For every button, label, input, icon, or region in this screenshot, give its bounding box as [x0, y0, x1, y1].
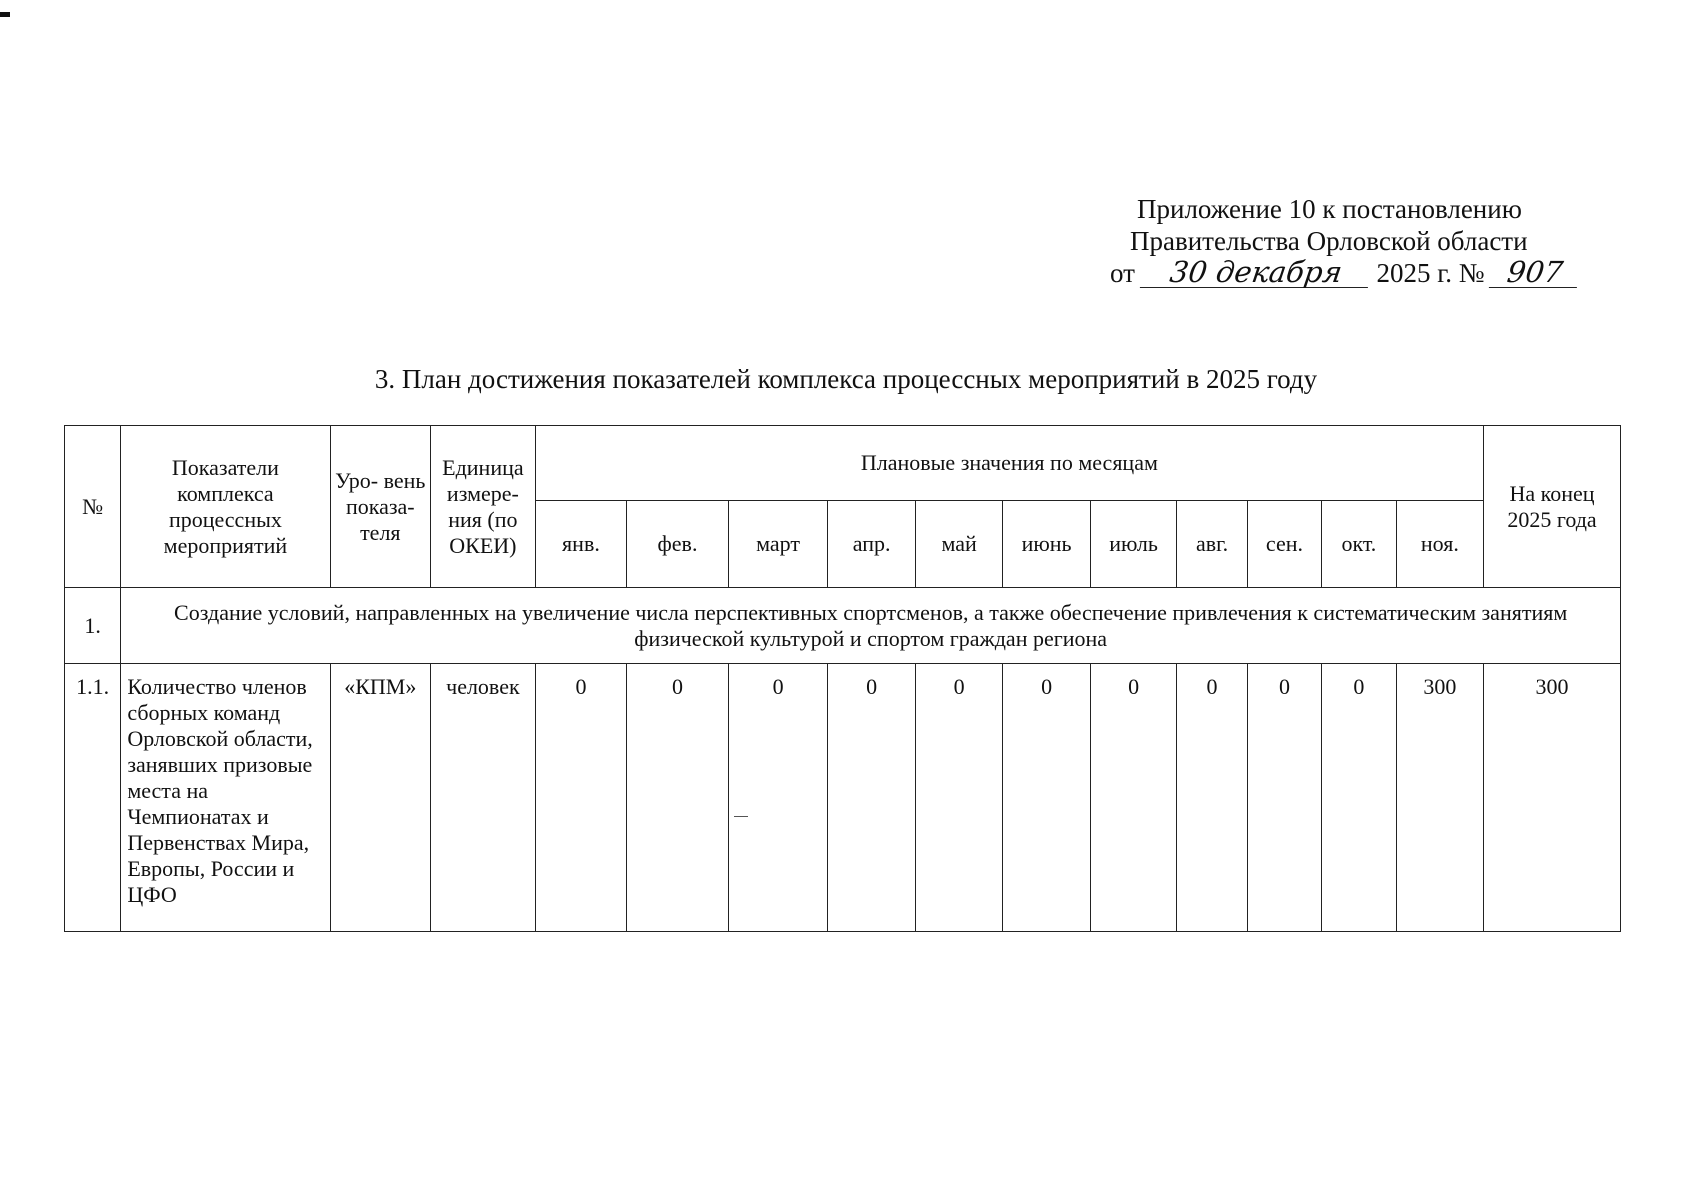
row-month-value: 300 — [1396, 664, 1484, 932]
row-month-value: 0 — [1322, 664, 1396, 932]
month-header: окт. — [1322, 501, 1396, 588]
stray-pen-mark — [734, 816, 748, 817]
section-row — [65, 588, 1621, 664]
row-end-of-year: 300 — [1484, 664, 1621, 932]
row-month-value: 0 — [828, 664, 916, 932]
row-month-value: 0 — [1177, 664, 1247, 932]
appendix-date-line — [1100, 257, 1680, 289]
header-unit: Единица измере- ния (по ОКЕИ) — [431, 426, 536, 588]
date-prefix: от — [1110, 258, 1135, 288]
month-header: май — [915, 501, 1003, 588]
row-month-value: 0 — [1090, 664, 1177, 932]
plan-table — [64, 425, 1621, 932]
appendix-line-1: Приложение 10 к постановлению — [1137, 194, 1522, 224]
month-header: авг. — [1177, 501, 1247, 588]
header-row-top — [65, 426, 1621, 501]
row-month-value: 0 — [1003, 664, 1091, 932]
appendix-header — [1100, 193, 1680, 289]
header-monthly-group: Плановые значения по месяцам — [535, 426, 1483, 501]
month-header: июнь — [1003, 501, 1091, 588]
row-unit: человек — [431, 664, 536, 932]
month-header: апр. — [828, 501, 916, 588]
header-num: № — [65, 426, 121, 588]
month-header: июль — [1090, 501, 1177, 588]
row-month-value: 0 — [627, 664, 729, 932]
month-header: янв. — [535, 501, 627, 588]
month-header: фев. — [627, 501, 729, 588]
month-header: март — [728, 501, 828, 588]
handwritten-date: 30 декабря — [1140, 257, 1372, 288]
header-indicator: Показатели комплекса процессных мероприятий — [121, 426, 330, 588]
row-month-value: 0 — [728, 664, 828, 932]
row-month-value: 0 — [1247, 664, 1321, 932]
section-title: Создание условий, направленных на увеличение числа перспективных спортсменов, а также обеспечение привлечения к систематическим занятиям физической культурой и спортом граждан региона — [121, 588, 1621, 664]
row-num: 1.1. — [65, 664, 121, 932]
row-level: «КПМ» — [330, 664, 431, 932]
row-month-value: 0 — [915, 664, 1003, 932]
month-header: ноя. — [1396, 501, 1484, 588]
month-header: сен. — [1247, 501, 1321, 588]
document-title: 3. План достижения показателей комплекса процессных мероприятий в 2025 году — [374, 364, 1318, 394]
header-level: Уро- вень показа- теля — [330, 426, 431, 588]
header-end-of-year: На конец 2025 года — [1484, 426, 1621, 588]
scan-edge-mark — [0, 12, 10, 17]
row-indicator: Количество членов сборных команд Орловской области, занявших призовые места на Чемпионатах и Первенствах Мира, Европы, России и ЦФО — [121, 664, 330, 932]
handwritten-number: 907 — [1489, 257, 1581, 288]
row-month-value: 0 — [535, 664, 627, 932]
appendix-line-2: Правительства Орловской области — [1130, 226, 1528, 256]
section-num: 1. — [65, 588, 121, 664]
table-row — [65, 664, 1621, 932]
year-number-label: 2025 г. № — [1376, 258, 1485, 288]
